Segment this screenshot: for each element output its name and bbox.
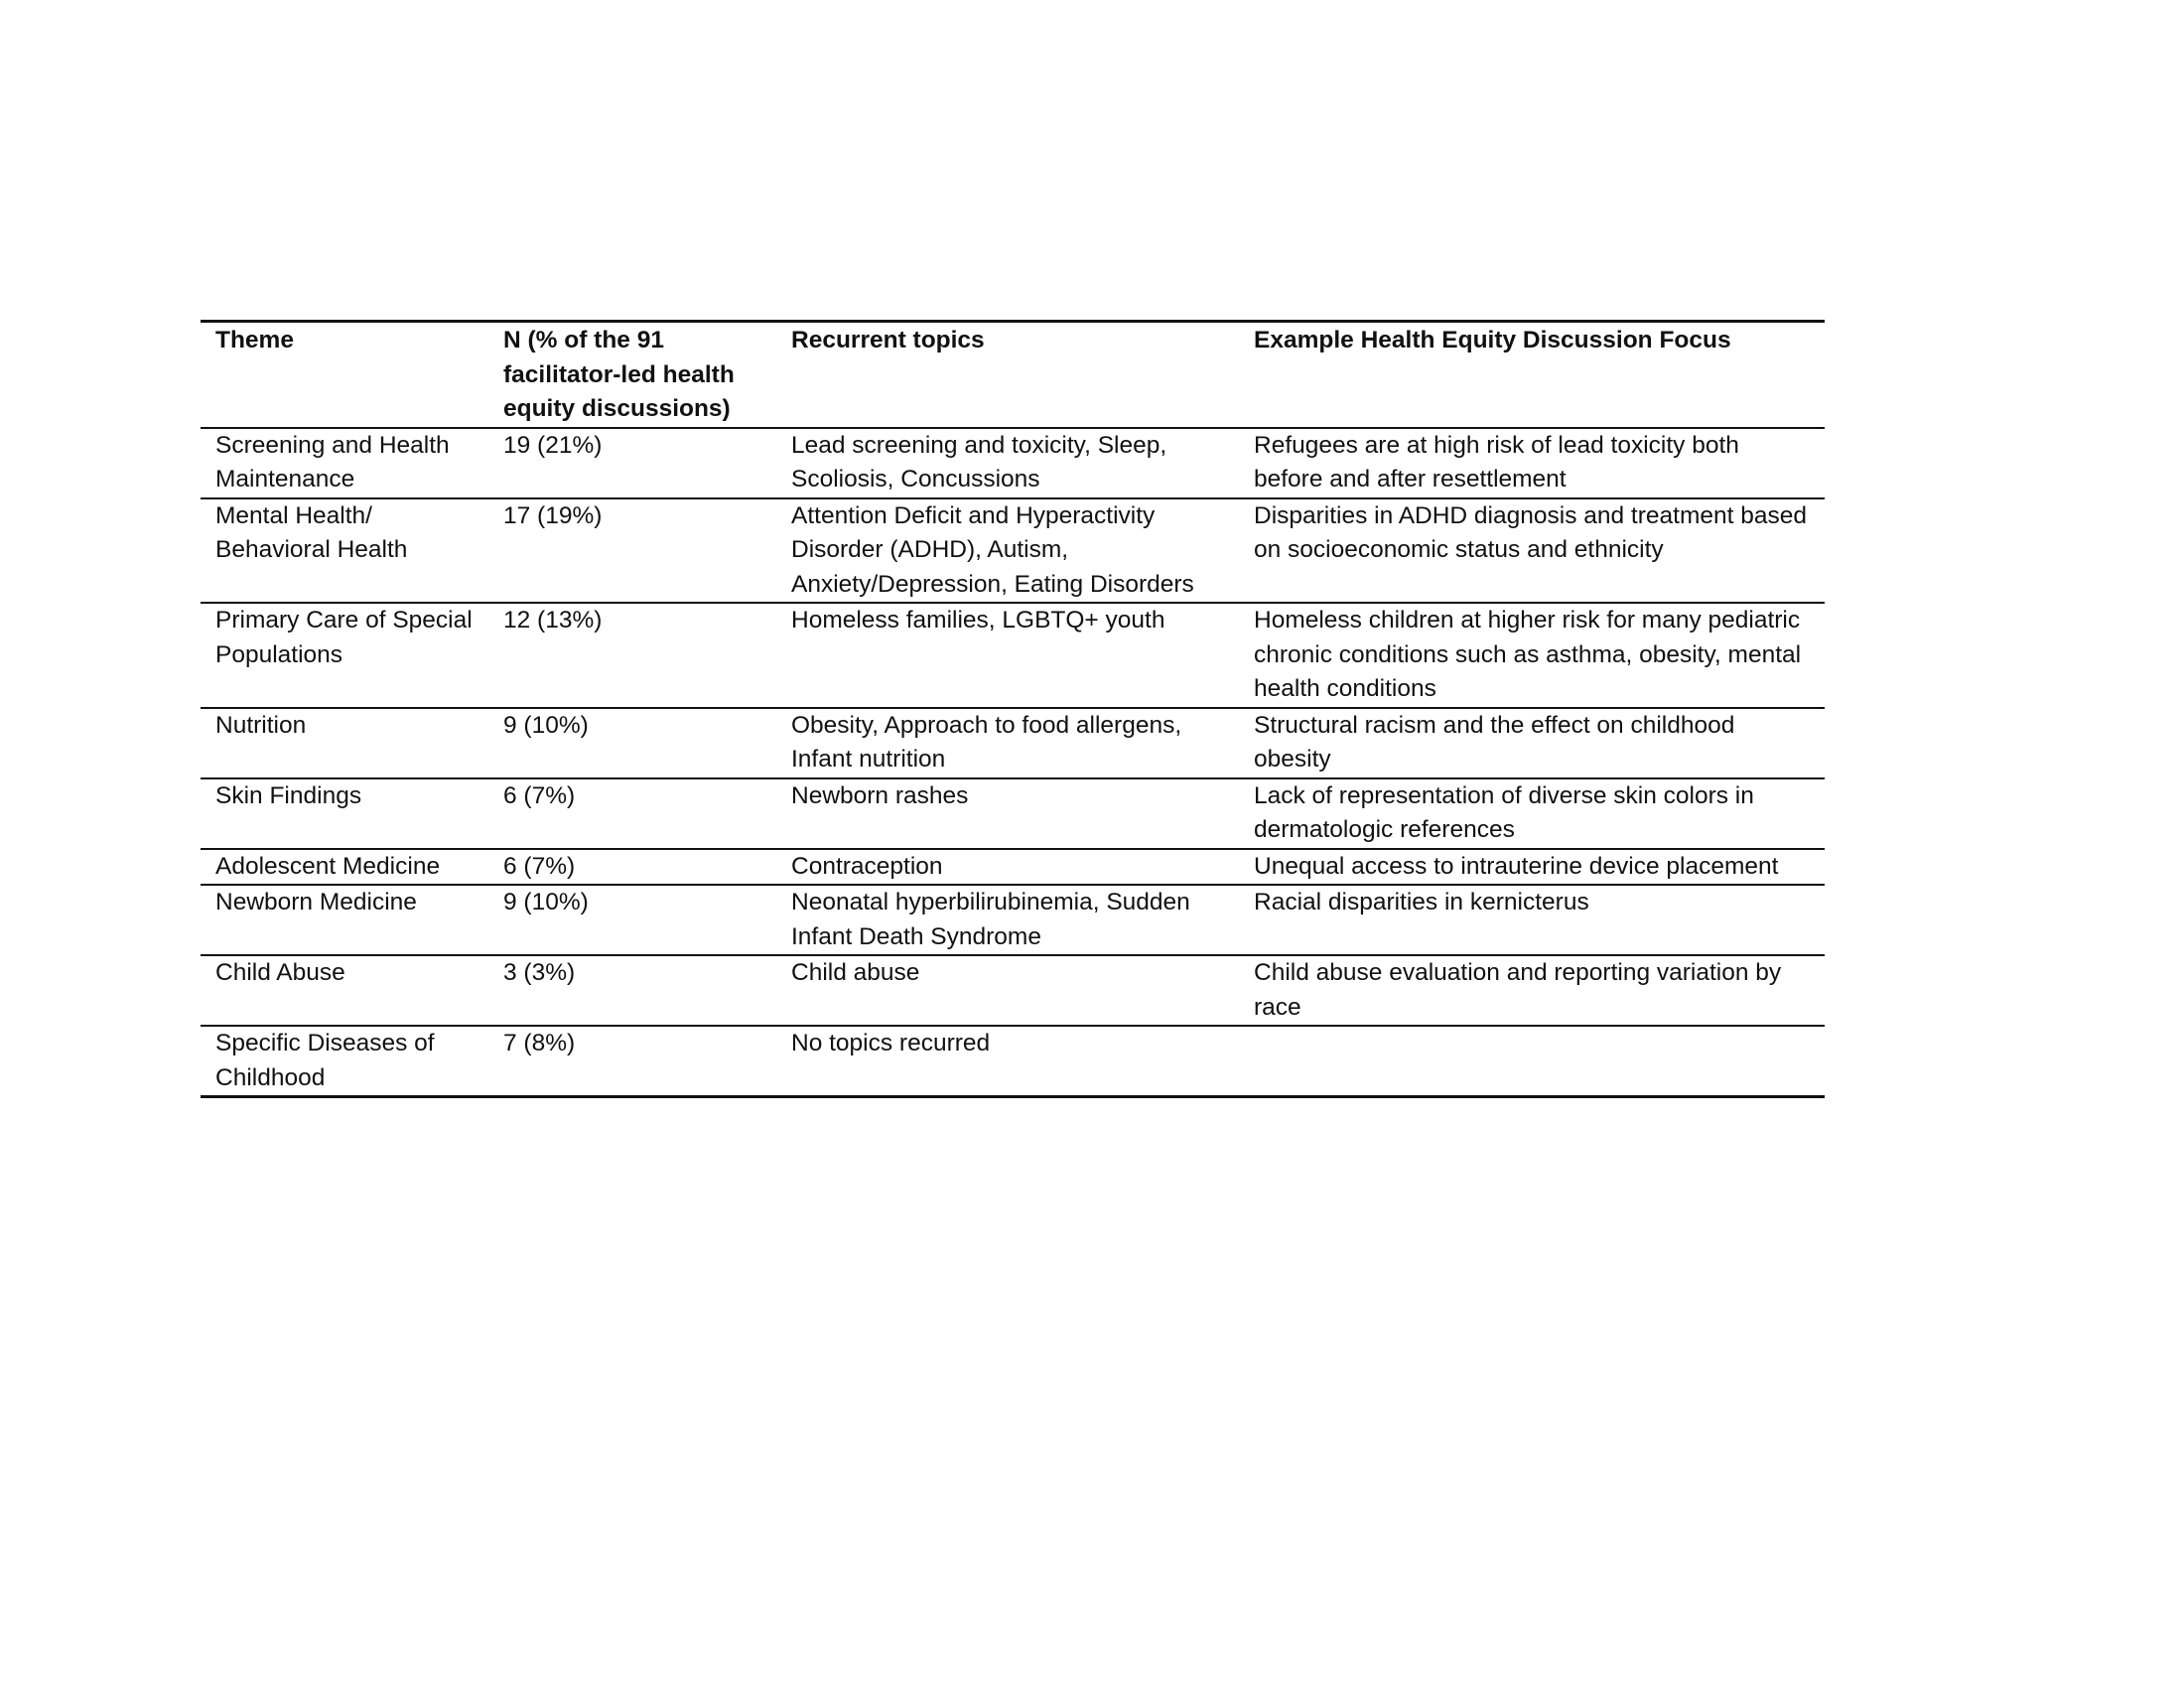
theme-cell: Screening and Health Maintenance bbox=[215, 431, 450, 492]
theme-cell: Specific Diseases of Childhood bbox=[215, 1030, 435, 1091]
header-recurrent-topics: Recurrent topics bbox=[791, 327, 985, 353]
header-row bbox=[201, 322, 1825, 428]
header-n: N (% of the 91 facilitator-led health equity discussions) bbox=[503, 327, 735, 422]
focus-cell: Racial disparities in kernicterus bbox=[1254, 889, 1589, 915]
count-cell: 17 (19%) bbox=[503, 501, 603, 529]
theme-cell: Skin Findings bbox=[215, 781, 362, 809]
focus-cell: Unequal access to intrauterine device placement bbox=[1254, 852, 1779, 880]
theme-cell: Child Abuse bbox=[215, 959, 345, 986]
table-body bbox=[201, 428, 1825, 1097]
count-cell: 19 (21%) bbox=[503, 431, 603, 459]
count-cell: 7 (8%) bbox=[503, 1030, 576, 1056]
focus-cell: Refugees are at high risk of lead toxicity both before and after resettlement bbox=[1254, 431, 1739, 492]
table-row bbox=[201, 885, 1825, 955]
focus-cell bbox=[1239, 1026, 1825, 1097]
count-cell: 9 (10%) bbox=[503, 889, 589, 915]
focus-cell: Lack of representation of diverse skin colors in dermatologic references bbox=[1254, 781, 1754, 843]
count-cell: 3 (3%) bbox=[503, 959, 576, 986]
topics-cell: Obesity, Approach to food allergens, Infant nutrition bbox=[791, 711, 1182, 773]
table-row bbox=[201, 708, 1825, 778]
table-header bbox=[201, 322, 1825, 428]
focus-cell: Homeless children at higher risk for many pediatric chronic conditions such as asthma, obesity, mental health conditions bbox=[1254, 607, 1802, 702]
table-row bbox=[201, 778, 1825, 849]
focus-cell: Disparities in ADHD diagnosis and treatment based on socioeconomic status and ethnicity bbox=[1254, 501, 1807, 563]
table-row bbox=[201, 498, 1825, 604]
topics-cell: Newborn rashes bbox=[791, 781, 969, 809]
health-equity-themes-table bbox=[201, 320, 1825, 1098]
table-row bbox=[201, 849, 1825, 886]
count-cell: 6 (7%) bbox=[503, 852, 576, 880]
focus-cell: Structural racism and the effect on childhood obesity bbox=[1254, 711, 1735, 773]
count-cell: 12 (13%) bbox=[503, 607, 603, 633]
theme-cell: Adolescent Medicine bbox=[215, 852, 441, 880]
count-cell: 9 (10%) bbox=[503, 711, 589, 739]
topics-cell: Homeless families, LGBTQ+ youth bbox=[791, 607, 1165, 633]
header-example-focus: Example Health Equity Discussion Focus bbox=[1254, 327, 1731, 353]
table-row bbox=[201, 603, 1825, 708]
table-row bbox=[201, 428, 1825, 498]
theme-cell: Newborn Medicine bbox=[215, 889, 417, 915]
topics-cell: Attention Deficit and Hyperactivity Disorder (ADHD), Autism, Anxiety/Depression, Eating Disorders bbox=[791, 501, 1194, 598]
count-cell: 6 (7%) bbox=[503, 781, 576, 809]
topics-cell: Neonatal hyperbilirubinemia, Sudden Infant Death Syndrome bbox=[791, 889, 1190, 950]
topics-cell: Lead screening and toxicity, Sleep, Scoliosis, Concussions bbox=[791, 431, 1167, 492]
topics-cell: Child abuse bbox=[791, 959, 920, 986]
header-theme: Theme bbox=[215, 327, 294, 353]
table-row bbox=[201, 1026, 1825, 1097]
focus-cell: Child abuse evaluation and reporting variation by race bbox=[1254, 959, 1782, 1021]
topics-cell: No topics recurred bbox=[791, 1030, 991, 1056]
table-row bbox=[201, 955, 1825, 1026]
theme-cell: Mental Health/ Behavioral Health bbox=[215, 501, 408, 563]
theme-cell: Nutrition bbox=[215, 711, 307, 739]
theme-cell: Primary Care of Special Populations bbox=[215, 607, 473, 668]
topics-cell: Contraception bbox=[791, 852, 943, 880]
